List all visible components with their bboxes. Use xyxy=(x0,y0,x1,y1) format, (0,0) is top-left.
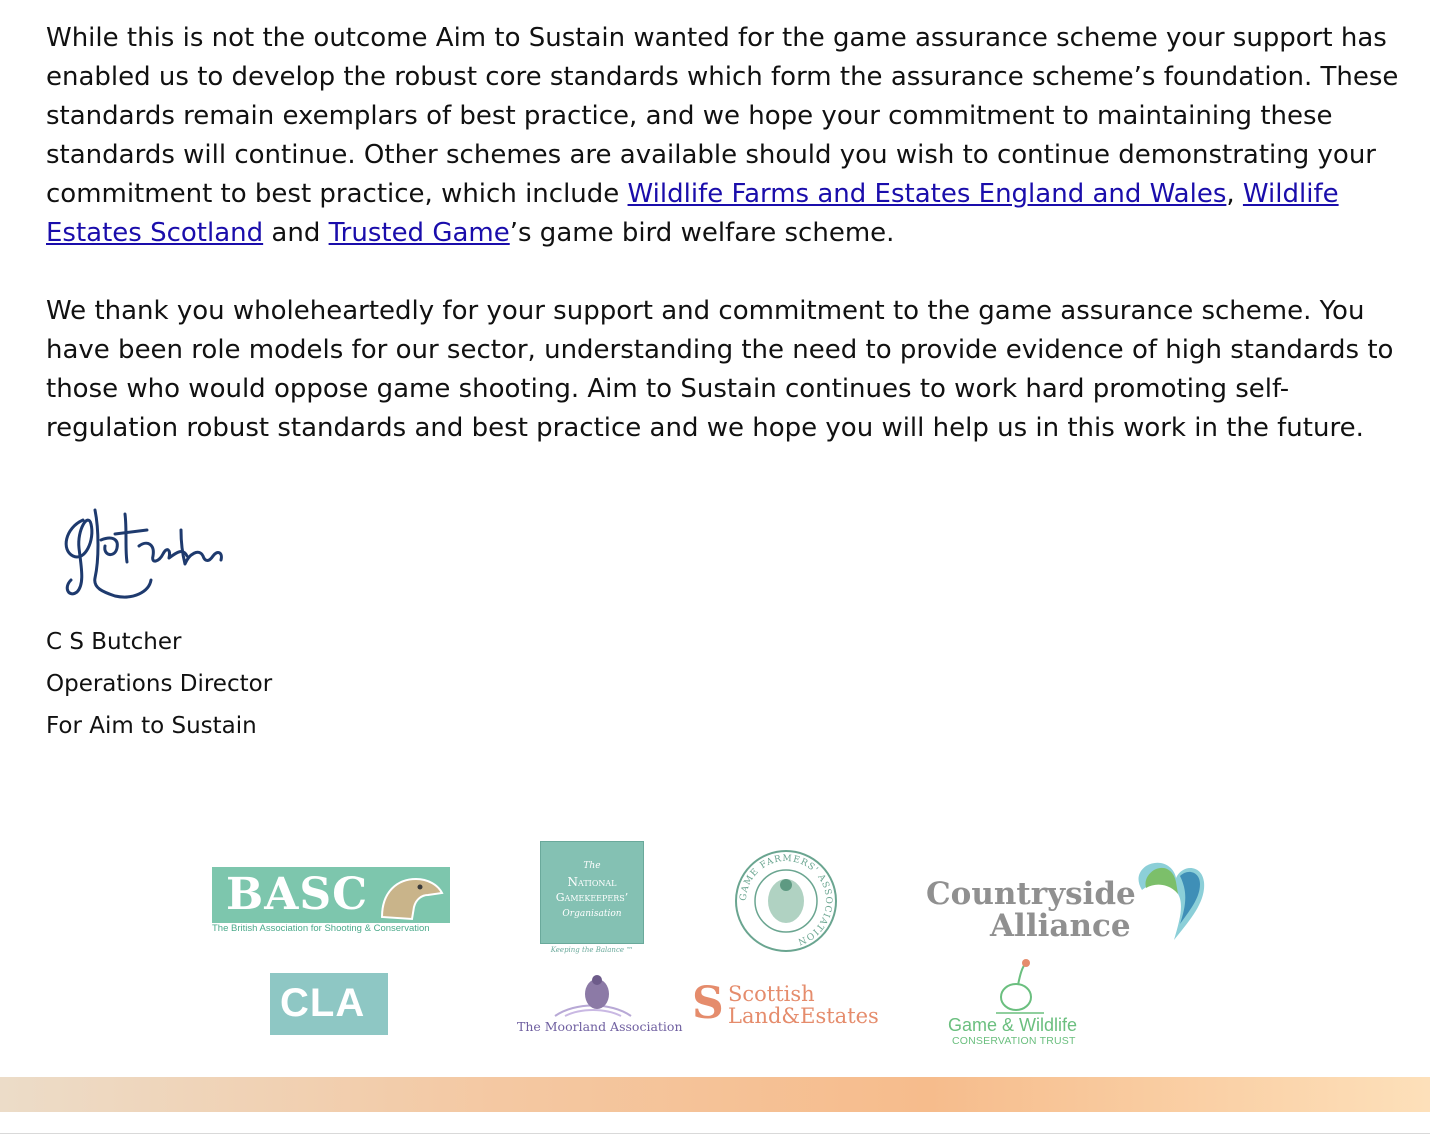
game-farmers-association-seal-logo xyxy=(733,849,839,953)
sle-line2: Land&Estates xyxy=(728,1004,879,1028)
sle-line1: Scottish xyxy=(728,982,815,1006)
partridge-icon xyxy=(946,957,1096,1015)
grouse-heather-icon xyxy=(515,972,671,1018)
cla-wordmark: CLA xyxy=(280,981,366,1025)
basc-logo xyxy=(212,867,450,935)
handwritten-signature xyxy=(55,500,230,610)
moorland-association-wordmark: The Moorland Association xyxy=(517,1019,683,1034)
ngo-logo xyxy=(540,841,644,961)
signatory-title: Operations Director xyxy=(46,671,273,697)
separator-text: , xyxy=(1226,179,1243,209)
footer-gradient-band xyxy=(0,1077,1430,1112)
signatory-name: C S Butcher xyxy=(46,629,182,655)
paragraph-text: While this is not the outcome Aim to Sustain wanted for the game assurance scheme your support has enabled us to develop the robust core standards which form the assurance scheme’s foundation. These standards remain exemplars of best practice, and we hope your commitment to maintaining these standards will continue. Other schemes are available should you wish to continue demonstrating your commitment to best practice, which include xyxy=(46,23,1399,209)
countryside-alliance-line2: Alliance xyxy=(990,908,1131,944)
basc-wordmark: BASC xyxy=(226,869,369,920)
paragraph-thanks: We thank you wholeheartedly for your support and commitment to the game assurance scheme. You have been role models for our sector, understanding the need to provide evidence of high standards to those who would oppose game shooting. Aim to Sustain continues to work hard promoting self-regulation robust standards and best practice and we hope you will help us in this work in the future. xyxy=(46,296,1394,443)
sle-s-mark: S xyxy=(692,978,724,1029)
gfa-ring-text: GAME FARMERS' ASSOCIATION xyxy=(738,853,834,947)
paragraph-text: ’s game bird welfare scheme. xyxy=(509,218,895,248)
duck-head-icon xyxy=(376,871,446,921)
signatory-organisation: For Aim to Sustain xyxy=(46,713,257,739)
link-wildlife-estates-scotland[interactable]: Wildlife Estates Scotland xyxy=(46,179,1339,248)
gwct-logo xyxy=(946,957,1096,1049)
gwct-line1: Game & Wildlife xyxy=(948,1015,1078,1035)
ngo-line-the: The xyxy=(583,861,601,871)
cla-logo xyxy=(270,973,388,1035)
basc-subtitle: The British Association for Shooting & Conservation xyxy=(212,923,430,934)
paragraph-alternative-schemes xyxy=(46,19,1416,253)
link-trusted-game[interactable]: Trusted Game xyxy=(328,218,510,248)
link-wildlife-farms-estates[interactable]: Wildlife Farms and Estates England and Wales xyxy=(627,179,1227,209)
ngo-line-gamekeepers: Gamekeepers’ xyxy=(555,891,629,904)
ngo-line-organisation: Organisation xyxy=(562,909,622,919)
heart-swoosh-icon xyxy=(1134,860,1206,942)
countryside-alliance-logo xyxy=(926,860,1206,942)
scottish-land-estates-logo xyxy=(692,978,887,1030)
moorland-association-logo xyxy=(515,972,683,1036)
ngo-tagline: Keeping the Balance ™ xyxy=(550,946,634,954)
footer-divider xyxy=(0,1133,1430,1134)
separator-text: and xyxy=(263,218,329,248)
gwct-line2: CONSERVATION TRUST xyxy=(952,1035,1076,1047)
ngo-line-national: National xyxy=(567,875,617,889)
countryside-alliance-line1: Countryside xyxy=(926,876,1136,912)
